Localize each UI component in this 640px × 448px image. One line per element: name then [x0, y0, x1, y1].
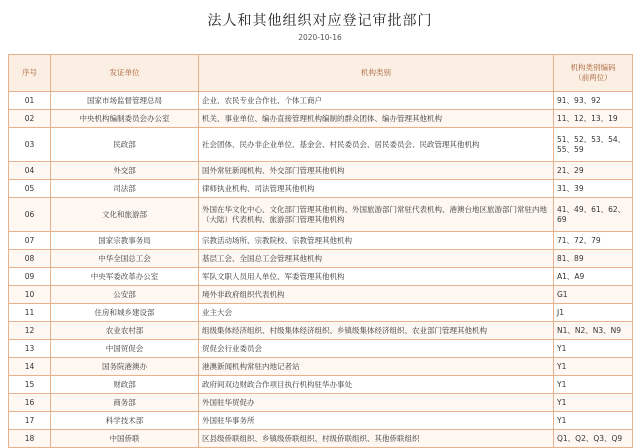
row-category: 贸促会行业委员会 [199, 340, 554, 358]
table-row [9, 430, 633, 448]
row-unit: 公安部 [51, 286, 199, 304]
row-no: 01 [9, 92, 51, 110]
row-unit: 中国侨联 [51, 430, 199, 448]
row-no: 07 [9, 232, 51, 250]
row-no: 16 [9, 394, 51, 412]
row-code: 71、72、79 [554, 232, 633, 250]
row-unit: 商务部 [51, 394, 199, 412]
row-code: 21、29 [554, 162, 633, 180]
row-no: 02 [9, 110, 51, 128]
row-category: 基层工会、全国总工会管理其他机构 [199, 250, 554, 268]
row-no: 09 [9, 268, 51, 286]
row-category: 社会团体、民办非企业单位、基金会、村民委员会、居民委员会、民政管理其他机构 [199, 128, 554, 162]
row-no: 18 [9, 430, 51, 448]
row-unit: 农业农村部 [51, 322, 199, 340]
table-row [9, 162, 633, 180]
row-category: 港澳新闻机构常驻内地记者站 [199, 358, 554, 376]
row-category: 律师执业机构、司法管理其他机构 [199, 180, 554, 198]
row-category: 外国驻华事务所 [199, 412, 554, 430]
row-unit: 外交部 [51, 162, 199, 180]
row-no: 10 [9, 286, 51, 304]
row-unit: 中华全国总工会 [51, 250, 199, 268]
row-category: 外国驻华贸促办 [199, 394, 554, 412]
row-no: 13 [9, 340, 51, 358]
table-row [9, 376, 633, 394]
row-category: 外国在华文化中心、文化部门管理其他机构、外国旅游部门常驻代表机构、港澳台地区旅游部门常驻内地（大陆）代表机构、旅游部门管理其他机构 [199, 198, 554, 232]
row-category: 组级集体经济组织、村级集体经济组织、乡镇级集体经济组织、农业部门管理其他机构 [199, 322, 554, 340]
row-code: 81、89 [554, 250, 633, 268]
header-category: 机构类别 [199, 55, 554, 92]
row-no: 17 [9, 412, 51, 430]
row-category: 军队文职人员用人单位、军委管理其他机构 [199, 268, 554, 286]
row-no: 06 [9, 198, 51, 232]
row-code: N1、N2、N3、N9 [554, 322, 633, 340]
row-code: G1 [554, 286, 633, 304]
row-category: 企业、农民专业合作社、个体工商户 [199, 92, 554, 110]
row-unit: 国家宗教事务局 [51, 232, 199, 250]
table-row [9, 250, 633, 268]
table-row [9, 412, 633, 430]
row-code: 91、93、92 [554, 92, 633, 110]
row-category: 区县级侨联组织、乡镇级侨联组织、村级侨联组织、其他侨联组织 [199, 430, 554, 448]
row-code: 41、49、61、62、69 [554, 198, 633, 232]
row-unit: 住房和城乡建设部 [51, 304, 199, 322]
row-code: Y1 [554, 340, 633, 358]
row-unit: 国务院港澳办 [51, 358, 199, 376]
page-title: 法人和其他组织对应登记审批部门 [207, 13, 433, 29]
header-code-line1: 机构类别编码 [570, 63, 616, 72]
table-row [9, 358, 633, 376]
row-category: 国外常驻新闻机构、外交部门管理其他机构 [199, 162, 554, 180]
row-unit: 中央军委改革办公室 [51, 268, 199, 286]
row-no: 08 [9, 250, 51, 268]
table-row [9, 340, 633, 358]
row-code: A1、A9 [554, 268, 633, 286]
row-code: Y1 [554, 358, 633, 376]
row-no: 04 [9, 162, 51, 180]
row-unit: 财政部 [51, 376, 199, 394]
row-unit: 科学技术部 [51, 412, 199, 430]
table-row [9, 322, 633, 340]
header-no: 序号 [9, 55, 51, 92]
table-row [9, 92, 633, 110]
row-no: 11 [9, 304, 51, 322]
row-code: Y1 [554, 412, 633, 430]
table-row [9, 232, 633, 250]
row-code: 11、12、13、19 [554, 110, 633, 128]
table-row [9, 128, 633, 162]
row-code: 31、39 [554, 180, 633, 198]
row-code: Q1、Q2、Q3、Q9 [554, 430, 633, 448]
table-row [9, 110, 633, 128]
row-category: 机关、事业单位、编办直接管理机构编制的群众团体、编办管理其他机构 [199, 110, 554, 128]
header-unit: 发证单位 [51, 55, 199, 92]
row-code: Y1 [554, 394, 633, 412]
row-category: 境外非政府组织代表机构 [199, 286, 554, 304]
table-row [9, 286, 633, 304]
row-unit: 国家市场监督管理总局 [51, 92, 199, 110]
row-code: Y1 [554, 376, 633, 394]
row-code: 51、52、53、54、55、59 [554, 128, 633, 162]
header-code-line2: （前两位） [574, 73, 612, 82]
row-unit: 司法部 [51, 180, 199, 198]
row-unit: 中央机构编制委员会办公室 [51, 110, 199, 128]
row-no: 05 [9, 180, 51, 198]
row-category: 政府间双边财政合作项目执行机构驻华办事处 [199, 376, 554, 394]
row-code: J1 [554, 304, 633, 322]
publish-date: 2020-10-16 [298, 33, 342, 42]
registration-table [8, 54, 633, 448]
table-row [9, 268, 633, 286]
row-category: 业主大会 [199, 304, 554, 322]
row-no: 12 [9, 322, 51, 340]
table-row [9, 304, 633, 322]
row-no: 14 [9, 358, 51, 376]
row-no: 15 [9, 376, 51, 394]
header-code [554, 55, 633, 92]
row-unit: 中国贸促会 [51, 340, 199, 358]
row-category: 宗教活动场所、宗教院校、宗教管理其他机构 [199, 232, 554, 250]
row-unit: 民政部 [51, 128, 199, 162]
table-row [9, 394, 633, 412]
table-header-row [9, 55, 633, 92]
table-row [9, 180, 633, 198]
row-unit: 文化和旅游部 [51, 198, 199, 232]
row-no: 03 [9, 128, 51, 162]
table-row [9, 198, 633, 232]
